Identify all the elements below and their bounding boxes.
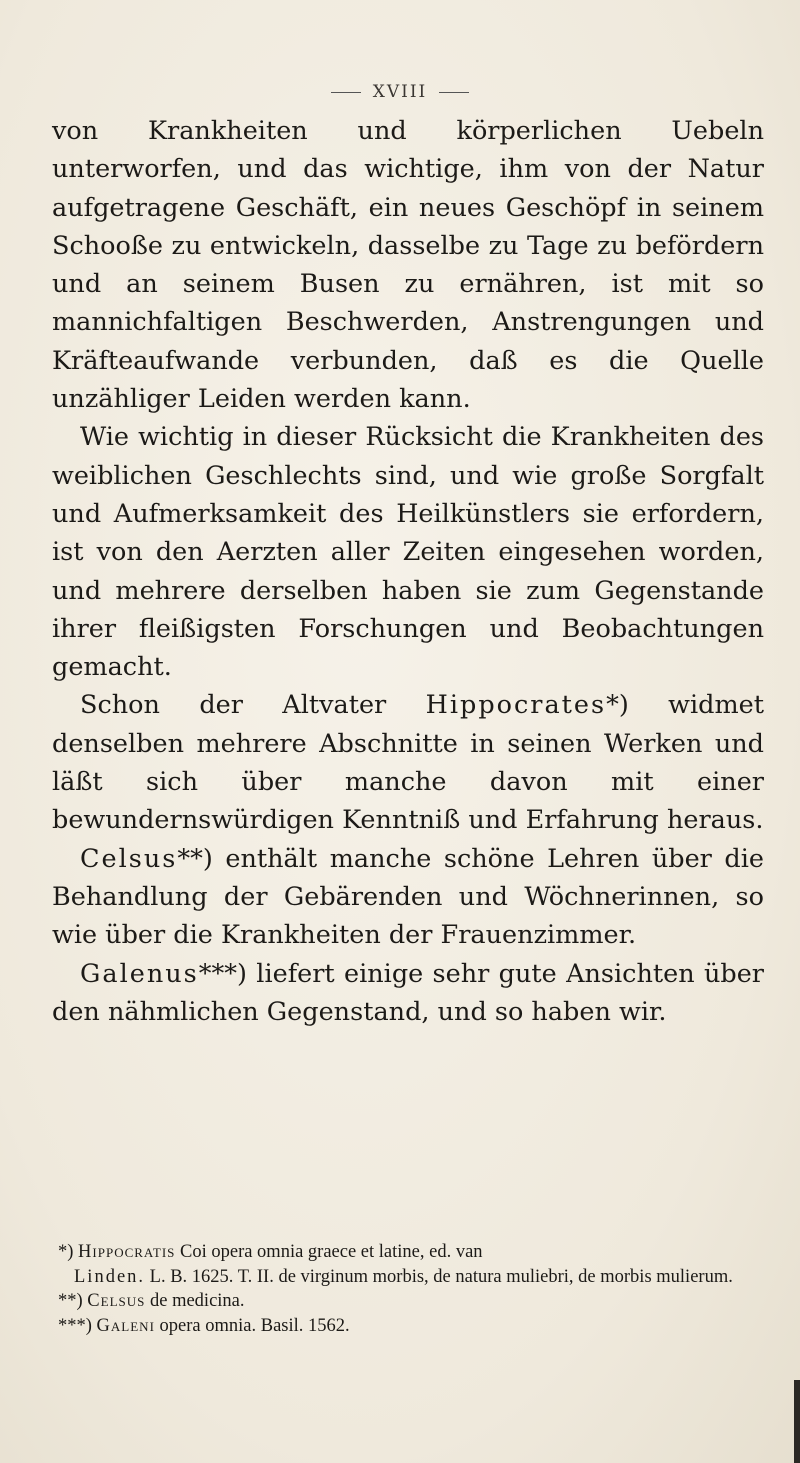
paragraph-hippocrates xyxy=(52,686,764,839)
footnote-3-name: Galeni xyxy=(96,1315,155,1336)
footnote-3 xyxy=(58,1314,766,1339)
galenus-name: Galenus xyxy=(80,958,199,989)
hippocrates-name: Hippocrates xyxy=(425,690,607,721)
page-edge-shadow xyxy=(794,1380,800,1463)
galenus-footnote-marker: ***) xyxy=(198,958,247,989)
footnote-1-text-b: L. B. 1625. T. II. de virginum morbis, de natura muliebri, de morbis mulierum. xyxy=(145,1266,733,1287)
footnotes xyxy=(58,1240,766,1338)
footnote-1-text-a: Coi opera omnia graece et latine, ed. van xyxy=(175,1242,483,1262)
galenus-text: liefert einige sehr gute Ansichten über den nähmlichen Gegenstand, und so haben wir. xyxy=(52,958,764,1027)
page-number xyxy=(0,82,800,102)
paragraph-galenus xyxy=(52,955,764,1032)
footnote-1 xyxy=(58,1240,766,1265)
footnote-1-name: Hippocratis xyxy=(78,1242,176,1262)
footnote-2-name: Celsus xyxy=(87,1291,146,1311)
hippocrates-text: widmet denselben mehrere Abschnitte in seinen Werken und läßt sich über manche davon mit einer bewundernswürdigen Kenntniß und Erfahrung heraus. xyxy=(52,690,765,836)
footnote-1-name2: Linden. xyxy=(74,1266,146,1287)
folio-dash-right xyxy=(439,92,469,93)
folio-dash-left xyxy=(331,92,361,93)
celsus-text: enthält manche schöne Lehren über die Behandlung der Gebärenden und Wöchnerinnen, so wie über die Krankheiten der Frauenzimmer. xyxy=(52,843,764,951)
footnote-2-text: de medicina. xyxy=(145,1291,245,1311)
footnote-3-text: opera omnia. Basil. 1562. xyxy=(154,1315,350,1336)
paragraph-1: von Krankheiten und körperlichen Uebeln unterworfen, und das wichtige, ihm von der Natur aufgetragene Geschäft, ein neues Geschöpf in seinem Schooße zu entwickeln, dasselbe zu Tage zu befördern und an seinem Busen zu ernähren, ist mit so mannichfaltigen Beschwerden, Anstrengungen und Kräfteaufwande verbunden, daß es die Quelle unzähliger Leiden werden kann. xyxy=(52,116,764,415)
celsus-name: Celsus xyxy=(80,843,178,874)
hippocrates-footnote-marker: *) xyxy=(606,690,629,721)
paragraph-2: Wie wichtig in dieser Rücksicht die Krankheiten des weiblichen Geschlechts sind, und wie große Sorgfalt und Aufmerksamkeit des Heilkünstlers sie erfordern, ist von den Aerzten aller Zeiten eingesehen worden, und mehrere derselben haben sie zum Gegenstande ihrer fleißigsten Forschungen und Beobachtungen gemacht. xyxy=(52,422,764,683)
footnote-2-marker: **) xyxy=(58,1291,83,1311)
paragraph-celsus xyxy=(52,840,764,955)
footnote-1-cont xyxy=(58,1265,766,1290)
celsus-footnote-marker: **) xyxy=(177,843,213,874)
hippocrates-intro: Schon der Altvater xyxy=(80,690,426,721)
footnote-2 xyxy=(58,1289,766,1314)
body-text xyxy=(52,112,764,1031)
page-number-text: XVIII xyxy=(372,82,428,102)
footnote-1-marker: *) xyxy=(58,1242,74,1262)
footnote-3-marker: ***) xyxy=(58,1315,92,1336)
